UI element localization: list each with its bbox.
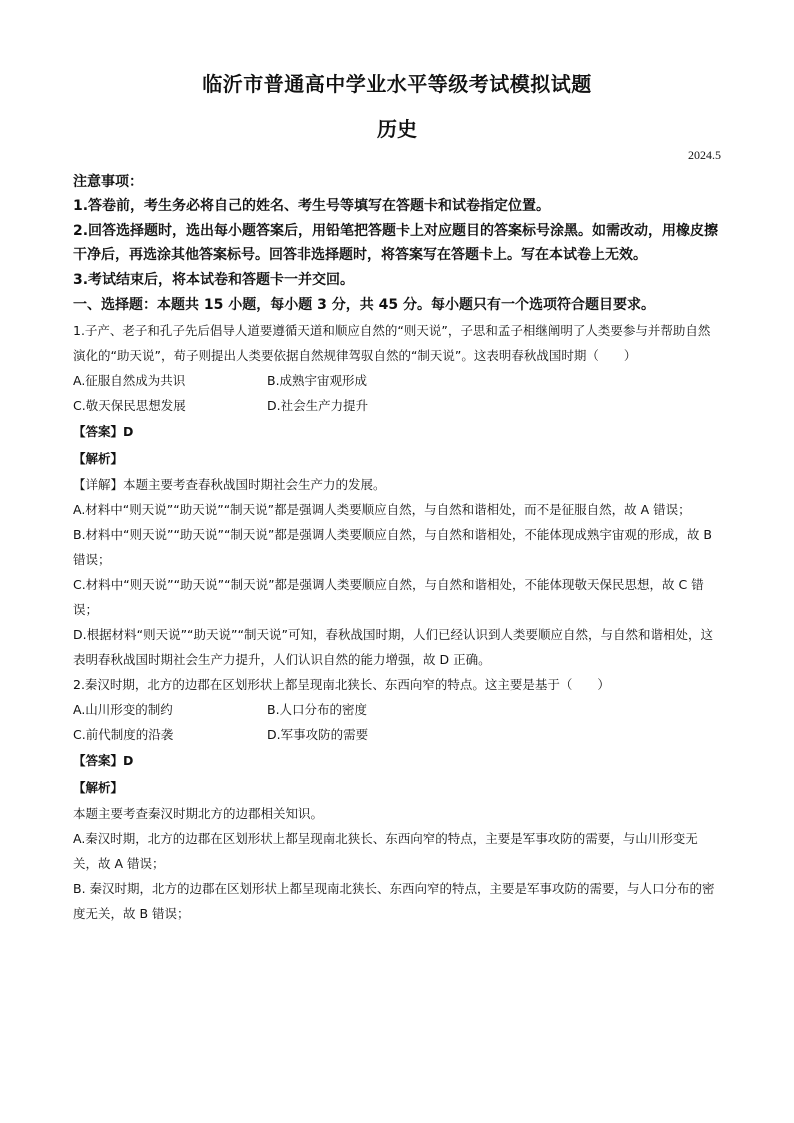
- section-heading: 一、选择题：本题共 15 小题，每小题 3 分，共 45 分。每小题只有一个选项符合题目要求。: [73, 297, 655, 313]
- question-2-stem: 2.秦汉时期，北方的边郡在区划形状上都呈现南北狭长、东西向窄的特点。这主要是基于（ ）: [73, 677, 610, 692]
- question-1-analysis-label: 【解析】: [73, 451, 124, 466]
- question-2-option-c: C.前代制度的沿袭: [73, 727, 174, 742]
- question-1-options-row-2: [73, 393, 721, 418]
- question-2-option-a: A.山川形变的制约: [73, 702, 173, 717]
- question-2-analysis-label: 【解析】: [73, 780, 124, 795]
- notice-item-2: 2.回答选择题时，选出每小题答案后，用铅笔把答题卡上对应题目的答案标号涂黑。如需改动，用橡皮擦干净后，再选涂其他答案标号。回答非选择题时，将答案写在答题卡上。写在本试卷上无效。: [73, 222, 719, 263]
- question-1-explanation-c: C.材料中“则天说”“助天说”“制天说”都是强调人类要顺应自然，与自然和谐相处，不能体现敬天保民思想，故 C 错误；: [73, 577, 704, 617]
- question-1-answer: 【答案】D: [73, 424, 134, 439]
- question-1-explanation-a: A.材料中“则天说”“助天说”“制天说”都是强调人类要顺应自然，与自然和谐相处，而不是征服自然，故 A 错误；: [73, 502, 691, 517]
- question-2-option-b: B.人口分布的密度: [267, 702, 368, 717]
- question-1-option-c: C.敬天保民思想发展: [73, 398, 186, 413]
- question-2-intro: 本题主要考查秦汉时期北方的边郡相关知识。: [73, 806, 324, 821]
- page-title: 临沂市普通高中学业水平等级考试模拟试题: [202, 72, 592, 96]
- question-1-options-row-1: [73, 368, 721, 393]
- question-2-answer: 【答案】D: [73, 753, 134, 768]
- question-1-stem: 1.子产、老子和孔子先后倡导人道要遵循天道和顺应自然的“则天说”，子思和孟子相继阐明了人类要参与并帮助自然演化的“助天说”，荀子则提出人类要依据自然规律驾驭自然的“制天说”。这表明春秋战国时期（ ）: [73, 323, 711, 363]
- notice-item-1: 1.答卷前，考生务必将自己的姓名、考生号等填写在答题卡和试卷指定位置。: [73, 198, 551, 214]
- question-2-explanation-a: A.秦汉时期，北方的边郡在区划形状上都呈现南北狭长、东西向窄的特点，主要是军事攻防的需要，与山川形变无关，故 A 错误；: [73, 831, 698, 871]
- question-1-option-a: A.征服自然成为共识: [73, 373, 186, 388]
- question-2-options-row-1: [73, 697, 721, 722]
- question-1-option-d: D.社会生产力提升: [267, 398, 369, 413]
- question-1-option-b: B.成熟宇宙观形成: [267, 373, 368, 388]
- question-1-explanation-d: D.根据材料“则天说”“助天说”“制天说”可知，春秋战国时期，人们已经认识到人类要顺应自然，与自然和谐相处，这表明春秋战国时期社会生产力提升，人们认识自然的能力增强，故 D 正确。: [73, 627, 713, 667]
- question-2-options-row-2: [73, 722, 721, 747]
- exam-date: 2024.5: [688, 148, 721, 162]
- notice-item-3: 3.考试结束后，将本试卷和答题卡一并交回。: [73, 271, 355, 288]
- question-1-detail: 【详解】本题主要考查春秋战国时期社会生产力的发展。: [73, 477, 386, 492]
- notice-heading: 注意事项：: [73, 174, 143, 190]
- question-1-explanation-b: B.材料中“则天说”“助天说”“制天说”都是强调人类要顺应自然，与自然和谐相处，不能体现成熟宇宙观的形成，故 B 错误；: [73, 527, 712, 567]
- question-2-option-d: D.军事攻防的需要: [267, 727, 369, 742]
- exam-content: [73, 170, 721, 926]
- subject-title: 历史: [377, 117, 417, 141]
- question-2-explanation-b: B. 秦汉时期，北方的边郡在区划形状上都呈现南北狭长、东西向窄的特点，主要是军事攻防的需要，与人口分布的密度无关，故 B 错误；: [73, 881, 715, 921]
